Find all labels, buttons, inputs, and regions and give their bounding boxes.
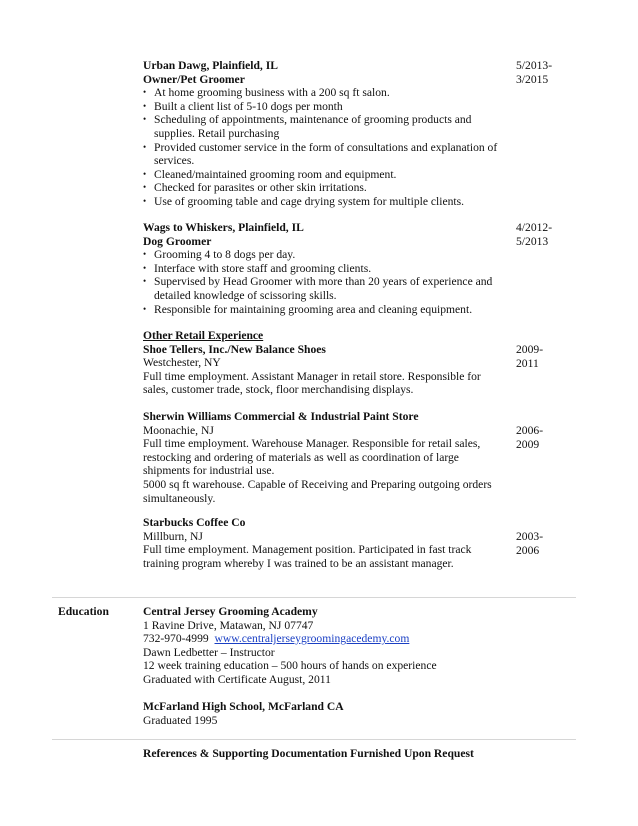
job-description: 5000 sq ft warehouse. Capable of Receiving and Preparing outgoing orders simultaneously. [143, 477, 492, 505]
date-end: 5/2013 [516, 234, 549, 248]
job-entry-urban-dawg [143, 59, 508, 209]
school-graduated: Graduated with Certificate August, 2011 [143, 672, 331, 686]
job-bullets [143, 86, 508, 208]
school-phone: 732-970-4999 [143, 632, 209, 646]
list-item: • Cleaned/maintained grooming room and equipment. [143, 168, 508, 182]
job-dates [516, 59, 576, 86]
date-start: 2009- [516, 343, 544, 356]
date-end: 2011 [516, 356, 539, 370]
list-item: • Supervised by Head Groomer with more than 20 years of experience and detailed knowledge of scissoring skills. [143, 275, 508, 302]
footer-note: References & Supporting Documentation Furnished Upon Request [143, 747, 474, 760]
job-description: Full time employment. Warehouse Manager. Responsible for retail sales, restocking and ordering of materials as well as coordination of large shipments for industrial use. [143, 437, 481, 478]
list-item: • Checked for parasites or other skin irritations. [143, 181, 508, 195]
school-name: Central Jersey Grooming Academy [143, 605, 318, 618]
job-bullets [143, 248, 508, 316]
job-location: Moonachie, NJ [143, 423, 214, 437]
school-graduated: Graduated 1995 [143, 713, 218, 727]
other-retail-section [143, 329, 508, 397]
job-company: Sherwin Williams Commercial & Industrial Paint Store [143, 410, 419, 423]
date-end: 2009 [516, 437, 540, 451]
school-address: 1 Ravine Drive, Matawan, NJ 07747 [143, 618, 314, 632]
education-section [143, 605, 508, 727]
job-title: Owner/Pet Groomer [143, 72, 245, 86]
school-details: 12 week training education – 500 hours of hands on experience [143, 659, 437, 673]
job-dates [516, 424, 576, 451]
date-start: 2006- [516, 424, 544, 437]
school-name: McFarland High School, McFarland CA [143, 700, 344, 714]
date-start: 4/2012- [516, 221, 553, 234]
job-company: Wags to Whiskers, Plainfield, IL [143, 221, 304, 234]
school-instructor: Dawn Ledbetter – Instructor [143, 645, 275, 659]
date-end: 2006 [516, 543, 540, 557]
job-entry-wags-to-whiskers [143, 221, 508, 316]
job-location: Millburn, NJ [143, 529, 203, 543]
date-start: 5/2013- [516, 59, 553, 72]
divider [52, 739, 576, 740]
job-entry-starbucks [143, 516, 508, 570]
job-dates [516, 343, 576, 370]
job-company: Starbucks Coffee Co [143, 516, 246, 529]
list-item: • At home grooming business with a 200 sq ft salon. [143, 86, 508, 100]
education-label: Education [58, 605, 109, 618]
list-item: • Scheduling of appointments, maintenance of grooming products and supplies. Retail purchasing [143, 113, 508, 140]
list-item: • Built a client list of 5-10 dogs per month [143, 100, 508, 114]
divider [52, 597, 576, 598]
job-location: Westchester, NY [143, 356, 221, 370]
job-company: Shoe Tellers, Inc./New Balance Shoes [143, 342, 326, 356]
list-item: • Grooming 4 to 8 dogs per day. [143, 248, 508, 262]
job-description: Full time employment. Management position. Participated in fast track training program whereby I was trained to be an assistant manager. [143, 543, 472, 570]
job-description: Full time employment. Assistant Manager in retail store. Responsible for sales, customer trade, stock, floor merchandising displays. [143, 369, 481, 397]
job-company: Urban Dawg, Plainfield, IL [143, 59, 278, 72]
section-heading: Other Retail Experience [143, 329, 264, 342]
school-contact [143, 632, 508, 646]
school-website-link[interactable]: www.centraljerseygroomingacedemy.com [214, 632, 410, 646]
date-start: 2003- [516, 530, 544, 543]
job-dates [516, 221, 576, 248]
job-title: Dog Groomer [143, 234, 212, 248]
list-item: • Use of grooming table and cage drying system for multiple clients. [143, 195, 508, 209]
list-item: • Provided customer service in the form of consultations and explanation of services. [143, 141, 508, 168]
job-dates [516, 530, 576, 557]
list-item: • Responsible for maintaining grooming area and cleaning equipment. [143, 303, 508, 317]
list-item: • Interface with store staff and grooming clients. [143, 262, 508, 276]
date-end: 3/2015 [516, 72, 549, 86]
job-entry-sherwin-williams [143, 410, 508, 505]
